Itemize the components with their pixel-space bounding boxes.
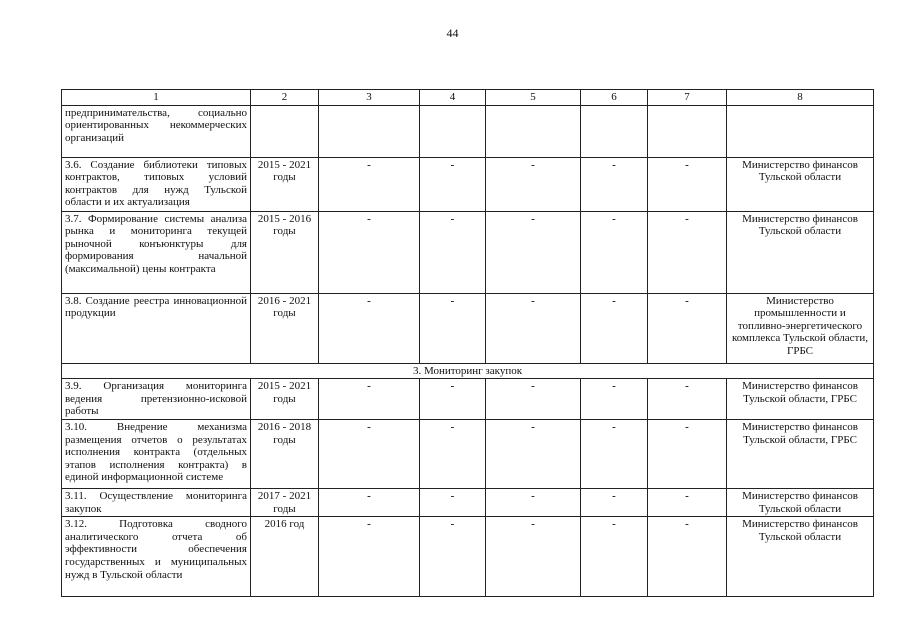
value-cell-col3: -	[319, 419, 420, 488]
value-cell-col4: -	[420, 157, 486, 211]
executor-cell: Министерство финансов Тульской области	[727, 157, 874, 211]
column-header: 3	[319, 90, 420, 106]
value-cell-col4	[420, 105, 486, 157]
period-cell: 2016 - 2018 годы	[251, 419, 319, 488]
executor-cell: Министерство финансов Тульской области, ГРБС	[727, 419, 874, 488]
table-row	[62, 488, 874, 516]
section-header-row	[62, 363, 874, 379]
period-cell: 2015 - 2021 годы	[251, 157, 319, 211]
column-header: 7	[648, 90, 727, 106]
task-cell: 3.11. Осуществление мониторинга закупок	[62, 488, 251, 516]
value-cell-col6: -	[581, 419, 648, 488]
table-row	[62, 211, 874, 293]
executor-cell: Министерство финансов Тульской области, ГРБС	[727, 379, 874, 420]
executor-cell: Министерство финансов Тульской области	[727, 211, 874, 293]
value-cell-col5: -	[486, 157, 581, 211]
task-cell: 3.9. Организация мониторинга ведения претензионно-исковой работы	[62, 379, 251, 420]
period-cell: 2015 - 2021 годы	[251, 379, 319, 420]
value-cell-col7: -	[648, 293, 727, 363]
value-cell-col7: -	[648, 379, 727, 420]
section-title: 3. Мониторинг закупок	[62, 363, 874, 379]
value-cell-col6: -	[581, 293, 648, 363]
value-cell-col5: -	[486, 488, 581, 516]
period-cell: 2016 - 2021 годы	[251, 293, 319, 363]
value-cell-col4: -	[420, 488, 486, 516]
value-cell-col4: -	[420, 211, 486, 293]
executor-cell: Министерство финансов Тульской области	[727, 488, 874, 516]
value-cell-col7: -	[648, 517, 727, 597]
value-cell-col5: -	[486, 211, 581, 293]
value-cell-col3: -	[319, 211, 420, 293]
value-cell-col6: -	[581, 157, 648, 211]
table-row	[62, 157, 874, 211]
task-cell: 3.8. Создание реестра инновационной продукции	[62, 293, 251, 363]
value-cell-col5: -	[486, 419, 581, 488]
column-header: 4	[420, 90, 486, 106]
value-cell-col6: -	[581, 379, 648, 420]
value-cell-col7: -	[648, 157, 727, 211]
value-cell-col3: -	[319, 488, 420, 516]
value-cell-col4: -	[420, 293, 486, 363]
table-row	[62, 419, 874, 488]
column-header: 2	[251, 90, 319, 106]
value-cell-col4: -	[420, 517, 486, 597]
value-cell-col5: -	[486, 379, 581, 420]
measures-table	[61, 89, 874, 597]
period-cell: 2016 год	[251, 517, 319, 597]
value-cell-col6: -	[581, 488, 648, 516]
task-cell: 3.7. Формирование системы анализа рынка и мониторинга текущей рыночной конъюнктуры для формирования начальной (максимальной) цены контракта	[62, 211, 251, 293]
column-header: 6	[581, 90, 648, 106]
task-cell: 3.6. Создание библиотеки типовых контрактов, типовых условий контрактов для нужд Тульской области и их актуализация	[62, 157, 251, 211]
page-number: 44	[446, 26, 459, 40]
executor-cell	[727, 105, 874, 157]
executor-cell: Министерство финансов Тульской области	[727, 517, 874, 597]
column-header: 8	[727, 90, 874, 106]
table-row	[62, 517, 874, 597]
period-cell	[251, 105, 319, 157]
value-cell-col3: -	[319, 293, 420, 363]
column-number-row	[62, 90, 874, 106]
value-cell-col3: -	[319, 517, 420, 597]
column-header: 1	[62, 90, 251, 106]
executor-cell: Министерство промышленности и топливно-энергетического комплекса Тульской области, ГРБС	[727, 293, 874, 363]
table-row	[62, 105, 874, 157]
value-cell-col5: -	[486, 517, 581, 597]
table-row	[62, 293, 874, 363]
value-cell-col7	[648, 105, 727, 157]
value-cell-col6	[581, 105, 648, 157]
value-cell-col3	[319, 105, 420, 157]
value-cell-col5: -	[486, 293, 581, 363]
task-cell: 3.10. Внедрение механизма размещения отчетов о результатах исполнения контракта (отдельных этапов исполнения контракта) в единой информационной системе	[62, 419, 251, 488]
task-cell: 3.12. Подготовка сводного аналитического отчета об эффективности обеспечения государственных и муниципальных нужд в Тульской области	[62, 517, 251, 597]
value-cell-col7: -	[648, 488, 727, 516]
value-cell-col5	[486, 105, 581, 157]
task-cell: предпринимательства, социально ориентированных некоммерческих организаций	[62, 105, 251, 157]
table-row	[62, 379, 874, 420]
period-cell: 2015 - 2016 годы	[251, 211, 319, 293]
table-body	[62, 105, 874, 597]
value-cell-col7: -	[648, 419, 727, 488]
value-cell-col4: -	[420, 379, 486, 420]
value-cell-col3: -	[319, 379, 420, 420]
value-cell-col4: -	[420, 419, 486, 488]
value-cell-col3: -	[319, 157, 420, 211]
period-cell: 2017 - 2021 годы	[251, 488, 319, 516]
value-cell-col6: -	[581, 211, 648, 293]
value-cell-col7: -	[648, 211, 727, 293]
column-header: 5	[486, 90, 581, 106]
value-cell-col6: -	[581, 517, 648, 597]
